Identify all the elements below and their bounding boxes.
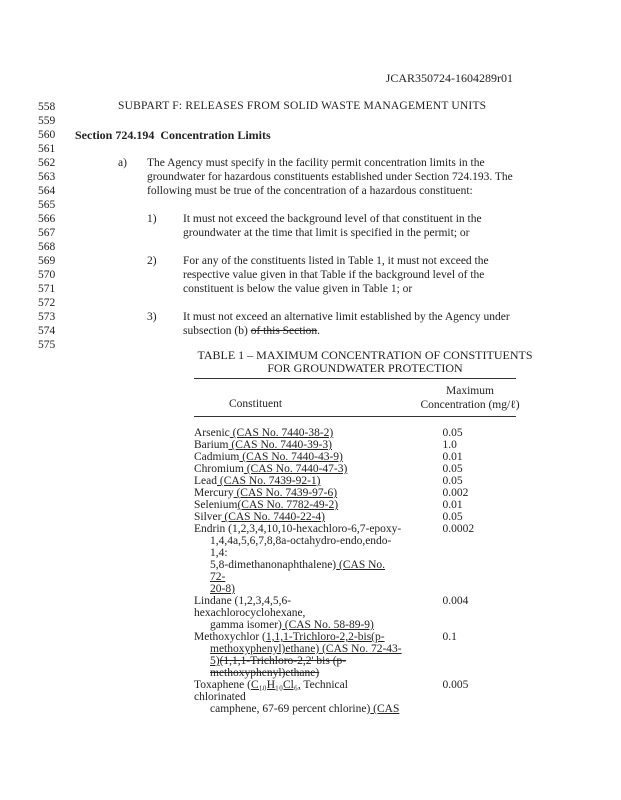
concentration-cell: 0.1 xyxy=(442,631,457,643)
item-1-line: groundwater at the time that limit is specified in the permit; or xyxy=(183,227,470,239)
cas-number: (CAS No. 7440-39-3) xyxy=(228,439,332,451)
table-title xyxy=(180,349,550,375)
table-row-methoxychlor xyxy=(194,631,524,679)
struck-text: of this Section xyxy=(250,325,318,337)
concentration-cell: 0.002 xyxy=(442,487,469,499)
column-header-max-line: Concentration (mg/ℓ) xyxy=(420,399,520,411)
line-number: 559 xyxy=(38,115,56,127)
item-3-text: subsection (b) xyxy=(183,325,251,337)
cas-number: (CAS No. 7440-38-2) xyxy=(229,427,334,439)
constituent-line xyxy=(194,631,385,643)
struck-text: (1,1,1-Trichloro-2,2' bis (p- xyxy=(219,655,347,667)
constituent-cell xyxy=(194,511,402,523)
constituent-cell xyxy=(194,595,402,631)
column-header-max xyxy=(420,384,520,412)
cas-number: (CAS No. 72- xyxy=(210,559,386,583)
constituent-cell xyxy=(194,631,402,679)
line-number: 563 xyxy=(38,171,56,183)
line-number: 570 xyxy=(38,269,56,281)
constituent-text: Technical chlorinated xyxy=(194,679,348,703)
cas-number: (CAS No. 7782-49-2) xyxy=(237,499,339,511)
table-row xyxy=(194,439,524,451)
constituent-name: Selenium xyxy=(194,499,238,511)
table-title-line: FOR GROUNDWATER PROTECTION xyxy=(267,361,463,375)
constituent-text: 5,8-dimethanonaphthalene) xyxy=(210,559,337,571)
constituent-name: Barium xyxy=(194,439,229,451)
document-id: JCAR350724-1604289r01 xyxy=(385,71,513,85)
table-row xyxy=(194,463,524,475)
item-2-line: respective value given in that Table if the background level of the xyxy=(183,269,485,281)
constituent-cell xyxy=(194,427,402,439)
table-row xyxy=(194,427,524,439)
table-row-toxaphene xyxy=(194,679,524,715)
section-number: Section 724.194 xyxy=(75,128,155,142)
item-3-line: It must not exceed an alternative limit established by the Agency under xyxy=(183,311,510,323)
table-header-rule xyxy=(194,416,516,417)
constituent-line xyxy=(194,655,402,667)
constituent-line: Endrin (1,2,3,4,10,10-hexachloro-6,7-epoxy- xyxy=(194,523,402,535)
struck-text: methoxyphenyl)ethane) xyxy=(210,667,320,679)
item-3-line xyxy=(183,324,320,338)
line-number: 558 xyxy=(38,101,56,113)
line-number: 565 xyxy=(38,199,56,211)
concentration-cell: 0.05 xyxy=(442,463,463,475)
section-heading xyxy=(75,128,271,143)
para-a-marker: a) xyxy=(118,157,127,169)
para-a-line: following must be true of the concentration of a hazardous constituent: xyxy=(147,185,473,197)
concentration-cell: 0.05 xyxy=(442,427,463,439)
constituent-cell xyxy=(194,463,402,475)
constituent-text: camphene, 67-69 percent chlorine) xyxy=(210,703,371,715)
table-row xyxy=(194,511,524,523)
concentration-cell: 1.0 xyxy=(442,439,457,451)
line-number: 562 xyxy=(38,157,56,169)
constituent-name: Arsenic xyxy=(194,427,230,439)
line-number: 571 xyxy=(38,283,56,295)
constituent-text: Methoxychlor ( xyxy=(194,631,266,643)
constituent-cell xyxy=(194,475,402,487)
constituent-line xyxy=(194,559,402,583)
item-2-line: constituent is below the value given in Table 1; or xyxy=(183,283,413,295)
inserted-text: methoxyphenyl)ethane) (CAS No. 72-43- xyxy=(210,643,402,655)
inserted-text: 1,1,1-Trichloro-2,2-bis(p- xyxy=(265,631,385,643)
table-row xyxy=(194,451,524,463)
item-1-number: 1) xyxy=(147,213,157,225)
item-1-line: It must not exceed the background level of that constituent in the xyxy=(183,213,482,225)
concentration-cell: 0.01 xyxy=(442,499,463,511)
concentration-cell: 0.004 xyxy=(442,595,469,607)
table-row-lindane xyxy=(194,595,524,631)
line-number: 568 xyxy=(38,241,56,253)
line-number: 566 xyxy=(38,213,56,225)
para-a-line: groundwater for hazardous constituents established under Section 724.193. The xyxy=(147,171,513,183)
column-header-constituent: Constituent xyxy=(229,398,283,410)
constituent-text: gamma isomer) xyxy=(210,619,282,631)
line-number: 567 xyxy=(38,227,56,239)
constituent-name: Lead xyxy=(194,475,217,487)
cas-number: (CAS No. 58-89-9) xyxy=(281,619,374,631)
para-a-line: The Agency must specify in the facility permit concentration limits in the xyxy=(147,157,485,169)
item-2-number: 2) xyxy=(147,255,157,267)
constituent-cell xyxy=(194,499,402,511)
line-number: 573 xyxy=(38,311,56,323)
subpart-title: SUBPART F: RELEASES FROM SOLID WASTE MANAGEMENT UNITS xyxy=(118,100,487,112)
constituent-line: 1,4,4a,5,6,7,8,8a-octahydro-endo,endo-1,4: xyxy=(210,535,392,559)
table-body xyxy=(194,427,524,715)
column-header-max-line: Maximum xyxy=(446,385,494,397)
constituent-line xyxy=(194,619,402,631)
line-number: 572 xyxy=(38,297,56,309)
cas-number: (CAS xyxy=(370,703,400,715)
table-row-endrin xyxy=(194,523,524,595)
table-top-rule xyxy=(194,378,516,379)
constituent-cell xyxy=(194,451,402,463)
concentration-cell: 0.05 xyxy=(442,511,463,523)
constituent-name: Chromium xyxy=(194,463,244,475)
constituent-name: Silver xyxy=(194,511,222,523)
constituent-line xyxy=(194,679,348,703)
cas-number: (CAS No. 7439-97-6) xyxy=(233,487,338,499)
cas-number: (CAS No. 7439-92-1) xyxy=(216,475,321,487)
constituent-line xyxy=(194,703,402,715)
item-2-line: For any of the constituents listed in Table 1, it must not exceed the xyxy=(183,255,489,267)
item-3-period: . xyxy=(317,325,321,337)
table-row xyxy=(194,499,524,511)
cas-number: (CAS No. 7440-43-9) xyxy=(239,451,343,463)
cas-number: (CAS No. 7440-47-3) xyxy=(243,463,348,475)
table-row xyxy=(194,475,524,487)
line-number: 569 xyxy=(38,255,56,267)
cas-number: 20-8) xyxy=(210,583,235,595)
constituent-name: Cadmium xyxy=(194,451,240,463)
constituent-line: Lindane (1,2,3,4,5,6-hexachlorocyclohexane, xyxy=(194,595,306,619)
constituent-name: Mercury xyxy=(194,487,234,499)
section-name: Concentration Limits xyxy=(160,128,271,142)
constituent-cell xyxy=(194,679,402,715)
cas-number: (CAS No. 7440-22-4) xyxy=(221,511,325,523)
concentration-cell: 0.01 xyxy=(442,451,463,463)
table-title-line: TABLE 1 – MAXIMUM CONCENTRATION OF CONSTITUENTS xyxy=(197,348,533,362)
line-number: 561 xyxy=(38,143,56,155)
concentration-cell: 0.005 xyxy=(442,679,469,691)
line-number: 574 xyxy=(38,325,56,337)
inserted-text: C₁₀H₁₀Cl₆, xyxy=(251,679,301,691)
concentration-cell: 0.0002 xyxy=(442,523,475,535)
line-number: 564 xyxy=(38,185,56,197)
constituent-cell xyxy=(194,487,402,499)
inserted-text: 5) xyxy=(210,655,220,667)
item-3-number: 3) xyxy=(147,311,157,323)
constituent-cell xyxy=(194,439,402,451)
constituent-cell xyxy=(194,523,402,595)
line-number: 560 xyxy=(38,129,56,141)
table-row xyxy=(194,487,524,499)
line-number: 575 xyxy=(38,339,56,351)
constituent-text: Toxaphene ( xyxy=(194,679,251,691)
concentration-cell: 0.05 xyxy=(442,475,463,487)
